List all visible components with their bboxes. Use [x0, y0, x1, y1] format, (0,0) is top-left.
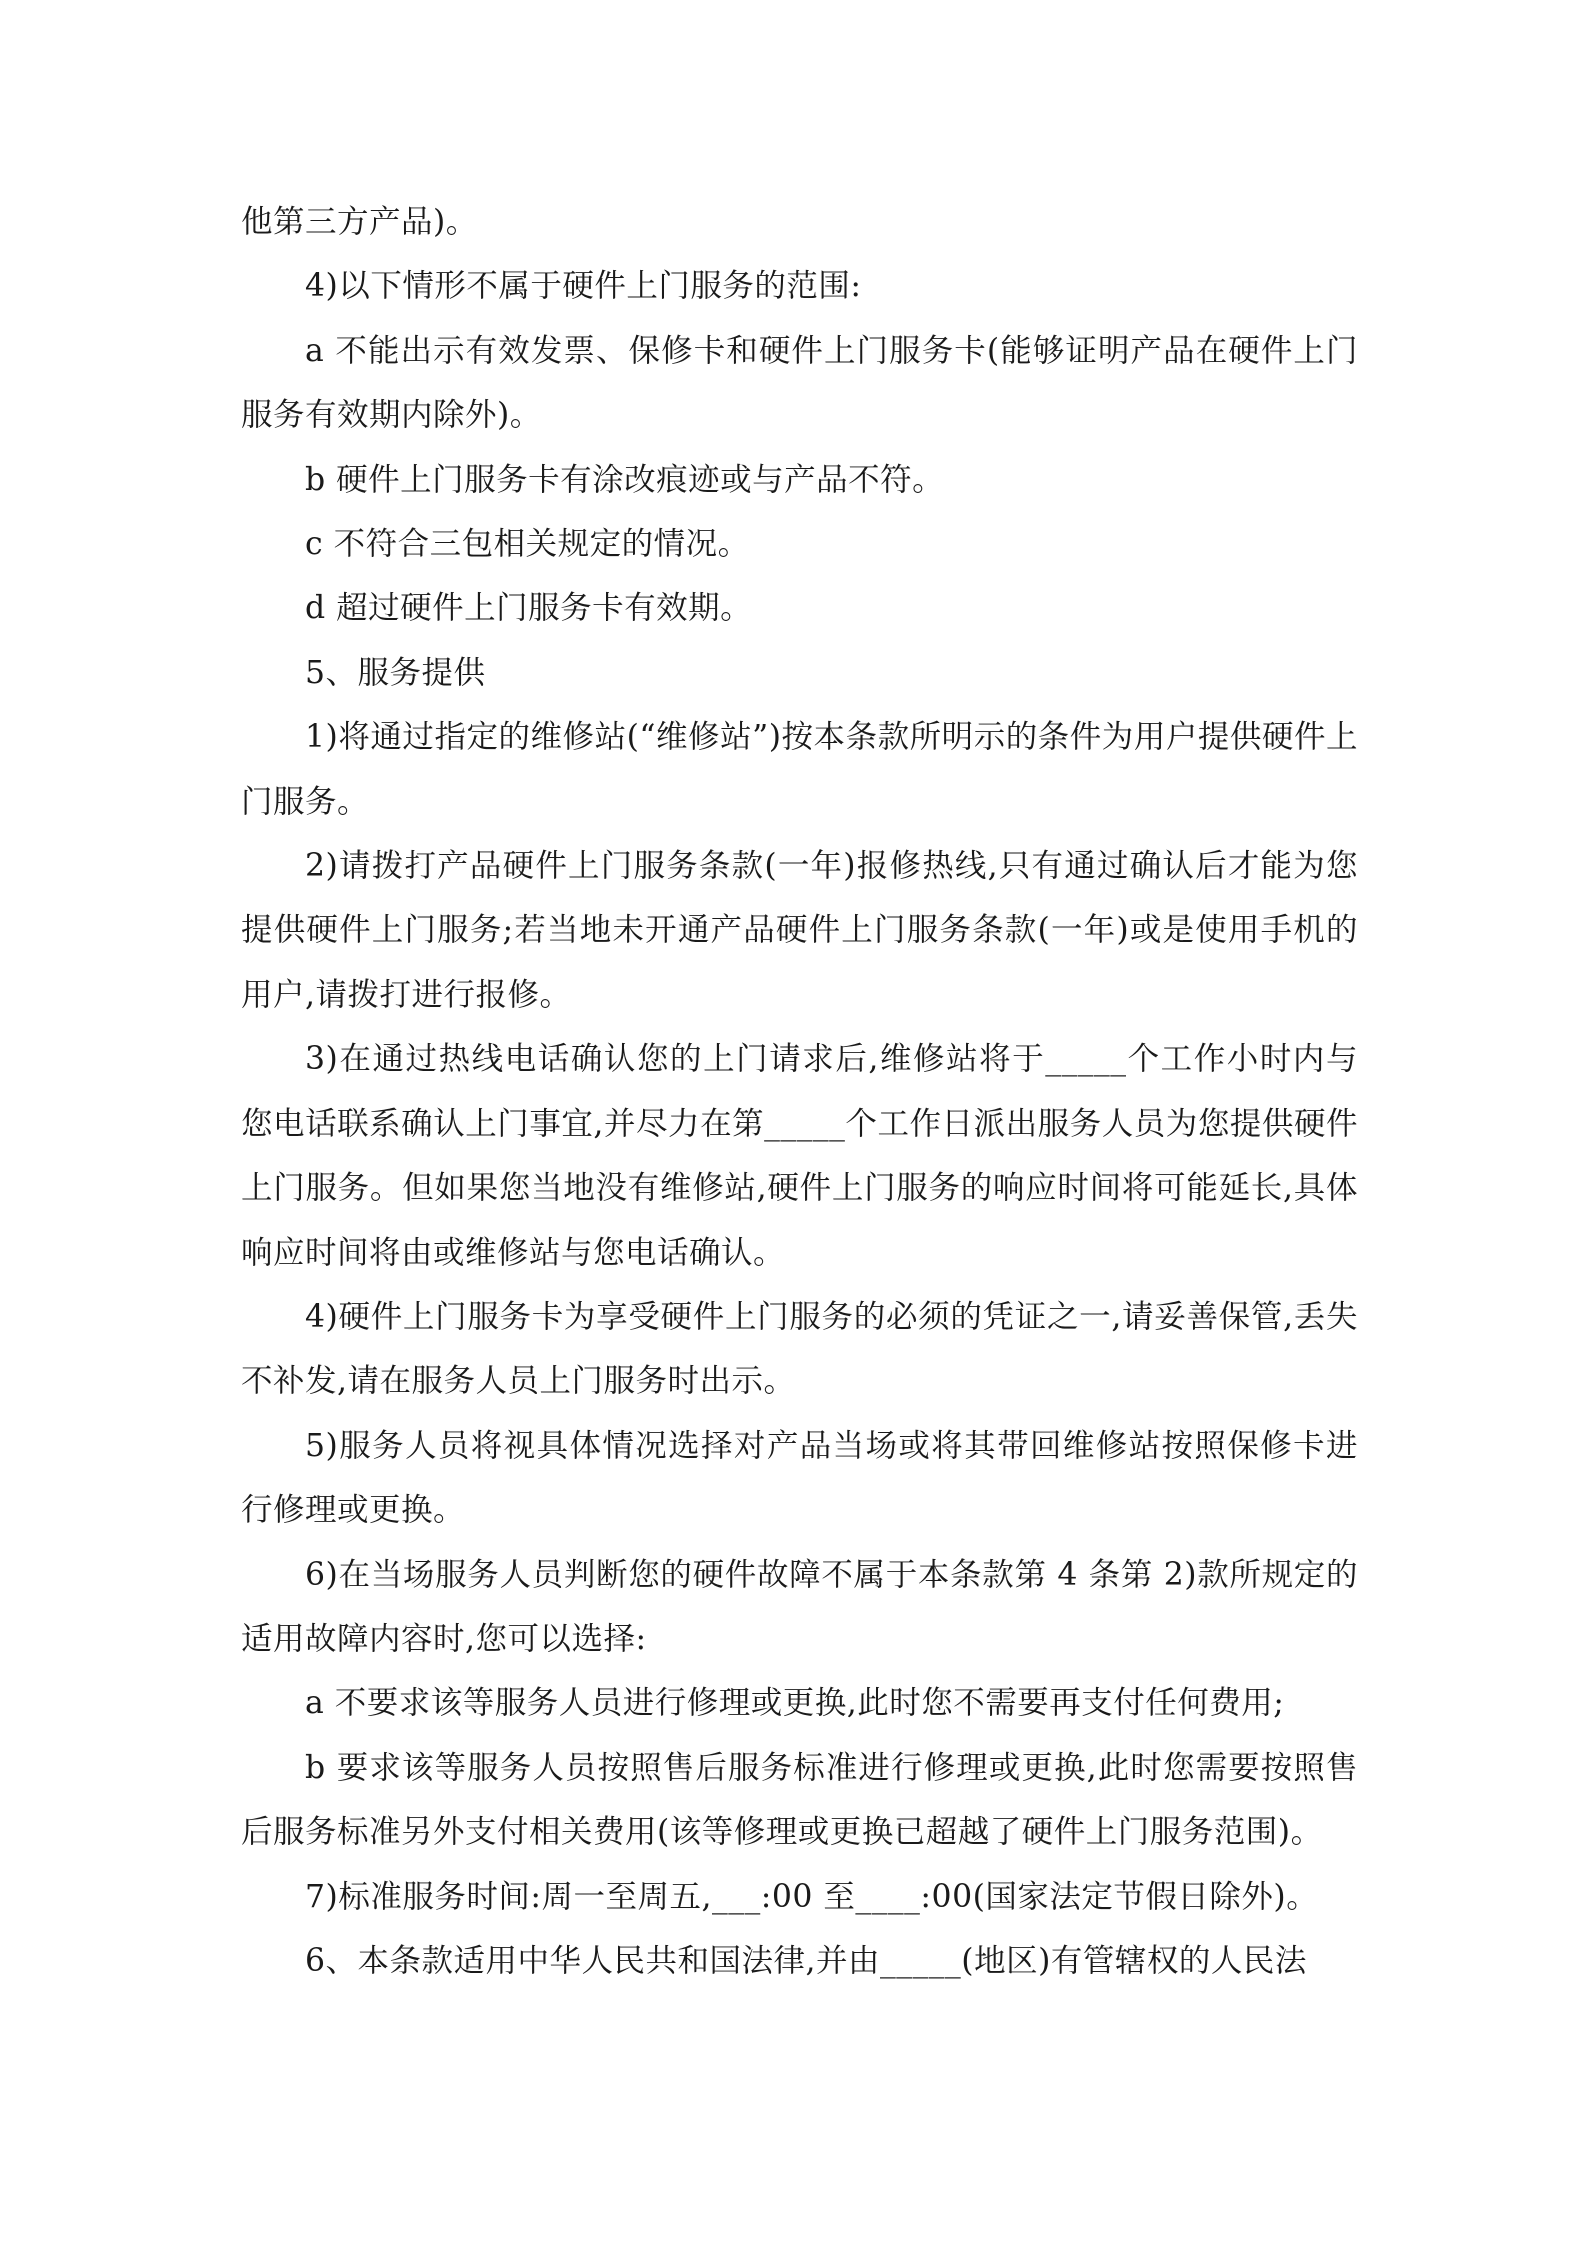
paragraph-provision-7: 7)标准服务时间:周一至周五,___:00 至____:00(国家法定节假日除外)。: [305, 1878, 1319, 1915]
paragraph-option-b: b 要求该等服务人员按照售后服务标准进行修理或更换,此时您需要按照售后服务标准另外支付相关费用(该等修理或更换已超越了硬件上门服务范围)。: [241, 1749, 1358, 1851]
paragraph-exclusion-d: d 超过硬件上门服务卡有效期。: [305, 590, 753, 627]
paragraph-provision-5: 5)服务人员将视具体情况选择对产品当场或将其带回维修站按照保修卡进行修理或更换。: [241, 1427, 1358, 1529]
paragraph-provision-3: 3)在通过热线电话确认您的上门请求后,维修站将于_____个工作小时内与您电话联系确认上门事宜,并尽力在第_____个工作日派出服务人员为您提供硬件上门服务。但如果您当地没有维修站,硬件上门服务的响应时间将可能延长,具体响应时间将由或维修站与您电话确认。: [241, 1041, 1358, 1271]
paragraph-exclusion-c: c 不符合三包相关规定的情况。: [305, 526, 750, 563]
section-heading-service-provision: 5、服务提供: [305, 654, 486, 691]
paragraph-provision-1: 1)将通过指定的维修站(“维修站”)按本条款所明示的条件为用户提供硬件上门服务。: [241, 719, 1358, 820]
paragraph-provision-2: 2)请拨打产品硬件上门服务条款(一年)报修热线,只有通过确认后才能为您提供硬件上门服务;若当地未开通产品硬件上门服务条款(一年)或是使用手机的用户,请拨打进行报修。: [241, 848, 1358, 1013]
section-heading-governing-law: 6、本条款适用中华人民共和国法律,并由_____(地区)有管辖权的人民法: [305, 1942, 1307, 1979]
paragraph-exclusion-a: a 不能出示有效发票、保修卡和硬件上门服务卡(能够证明产品在硬件上门服务有效期内除外)。: [241, 332, 1358, 434]
paragraph-continuation: 他第三方产品)。: [241, 204, 478, 240]
paragraph-item-4-exclusions: 4)以下情形不属于硬件上门服务的范围:: [305, 268, 862, 305]
paragraph-provision-4: 4)硬件上门服务卡为享受硬件上门服务的必须的凭证之一,请妥善保管,丢失不补发,请在服务人员上门服务时出示。: [241, 1298, 1358, 1400]
document-body: [241, 190, 1358, 1993]
paragraph-option-a: a 不要求该等服务人员进行修理或更换,此时您不需要再支付任何费用;: [305, 1685, 1285, 1722]
paragraph-provision-6: 6)在当场服务人员判断您的硬件故障不属于本条款第 4 条第 2)款所规定的适用故障内容时,您可以选择:: [241, 1556, 1358, 1657]
paragraph-exclusion-b: b 硬件上门服务卡有涂改痕迹或与产品不符。: [305, 461, 945, 498]
